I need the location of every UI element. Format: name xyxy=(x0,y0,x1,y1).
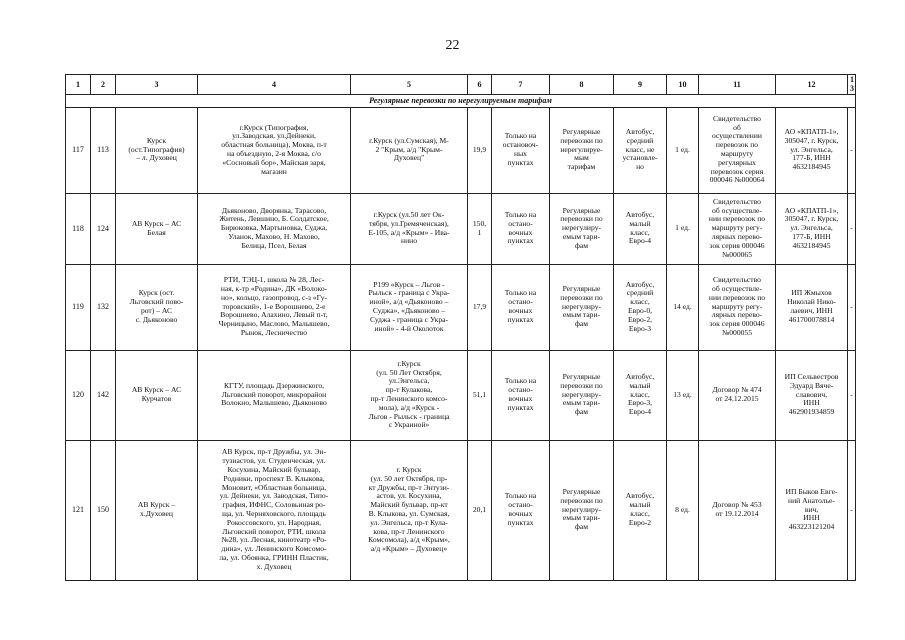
stops: РТИ, ТЭЦ-1, школа № 28, Лес- ная, к-тр «Родина», ДК «Волоко- но», кольцо, газопровод, с-з «Гу- торовский», 1-е Ворошнево, 2-е Ворошнево, Алахино, Левый п-т, Черницыно, Маслово, Малышево, Рынок, Лесничество xyxy=(198,264,351,350)
route-name: Курск (ост.Типография) – л. Духовец xyxy=(116,107,198,193)
route-number: 132 xyxy=(91,264,116,350)
length-km: 51,1 xyxy=(468,350,492,440)
length-km: 17,9 xyxy=(468,264,492,350)
length-km: 20,1 xyxy=(468,440,492,580)
column-numbers-row xyxy=(66,75,856,95)
streets-roads: г.Курск (ул. 50 Лет Октября, ул.Энгельса, пр-т Кулакова, пр-т Ленинского комсо- мола), а/д «Курск - Льгов - Рыльск - граница с Украиной» xyxy=(351,350,468,440)
transport-type: Регулярные перевозки по нерегулиру- емым тари- фам xyxy=(550,440,614,580)
carrier: АО «КПАТП-1», 305047, г. Курск, ул. Энгельса, 177-Б, ИНН 4632184945 xyxy=(776,193,848,264)
column-number: 8 xyxy=(550,75,614,95)
note: - xyxy=(848,193,856,264)
column-number: 10 xyxy=(667,75,699,95)
table-row xyxy=(66,350,856,440)
table-row xyxy=(66,264,856,350)
column-number: 11 xyxy=(699,75,776,95)
route-number: 124 xyxy=(91,193,116,264)
vehicle-class: Автобус, средний класс, Евро-0, Евро-2, Евро-3 xyxy=(614,264,667,350)
column-number: 3 xyxy=(116,75,198,95)
vehicle-class: Автобус, средний класс, не установле- но xyxy=(614,107,667,193)
transport-type: Регулярные перевозки по нерегулиру- емым тари- фам xyxy=(550,193,614,264)
row-number: 118 xyxy=(66,193,91,264)
stops: АВ Курск, пр-т Дружбы, ул. Эн- тузиастов, ул. Студенческая, ул. Косухина, Майский бульвар, Родники, проспект В. Клыкова, Моновит, «Областная больница, ул. Дейнеки, ул. Заводская, Типо- графия, ИФНС, Соловьиная ро- ща, ул. Черняховского, площадь Рокоссовского, ул. Народная, Льговский поворот, РТИ, школа №28, ул. Лесная, кинотеатр «Ро- дина», ул. Ленинского Комсомо- ла, ул. Обоянка, ГРИНН Пластик, х. Духовец xyxy=(198,440,351,580)
column-number: 12 xyxy=(776,75,848,95)
row-number: 121 xyxy=(66,440,91,580)
vehicle-count: 13 ед. xyxy=(667,350,699,440)
vehicle-class: Автобус, малый класс, Евро-3, Евро-4 xyxy=(614,350,667,440)
route-number: 142 xyxy=(91,350,116,440)
column-number: 1 xyxy=(66,75,91,95)
vehicle-class: Автобус, малый класс, Евро-2 xyxy=(614,440,667,580)
document: Договор № 453 от 19.12.2014 xyxy=(699,440,776,580)
route-number: 150 xyxy=(91,440,116,580)
row-number: 120 xyxy=(66,350,91,440)
note: - xyxy=(848,350,856,440)
route-name: АВ Курск – АС Белая xyxy=(116,193,198,264)
route-number: 113 xyxy=(91,107,116,193)
note: - xyxy=(848,440,856,580)
carrier: ИП Жмыхов Николай Нико- лаевич, ИНН 461700078814 xyxy=(776,264,848,350)
column-number: 2 xyxy=(91,75,116,95)
boarding-order: Только на остановоч- ных пунктах xyxy=(492,107,550,193)
route-name: АВ Курск – х.Духовец xyxy=(116,440,198,580)
carrier: ИП Быков Евге- ний Анатолье- вич, ИНН 463223121204 xyxy=(776,440,848,580)
transport-type: Регулярные перевозки по нерегулиру- емым тари- фам xyxy=(550,264,614,350)
section-row xyxy=(66,94,856,107)
document: Свидетельство об осуществлении перевозок по маршруту регулярных перевозок серия 000046 №000064 xyxy=(699,107,776,193)
stops: Дьяконово, Дворянка, Тарасово, Житень, Левшино, Б. Солдатское, Бирюковка, Мартыновка, Суджа, Уланок, Махово, Н. Махово, Белица, Псел, Белая xyxy=(198,193,351,264)
page-number: 22 xyxy=(445,38,460,53)
table-row xyxy=(66,107,856,193)
vehicle-class: Автобус, малый класс, Евро-4 xyxy=(614,193,667,264)
vehicle-count: 1 ед. xyxy=(667,193,699,264)
stops: г.Курск (Типография, ул.Заводская, ул.Дейнеки, областная больница), Моква, п-т на объездную, 2-я Моква, с/о «Сосновый бор», Майская заря, магазин xyxy=(198,107,351,193)
column-number: 5 xyxy=(351,75,468,95)
streets-roads: г.Курск (ул.50 лет Ок- тября, ул.Гремяченская), Е-105, а/д «Крым» - Ива- нино xyxy=(351,193,468,264)
route-name: Курск (ост. Льговский пово- рот) – АС с. Дьяконово xyxy=(116,264,198,350)
boarding-order: Только на остано- вочных пунктах xyxy=(492,440,550,580)
column-number: 9 xyxy=(614,75,667,95)
streets-roads: г.Курск (ул.Сумская), М- 2 "Крым, а/д "Крым- Духовец" xyxy=(351,107,468,193)
route-name: АВ Курск – АС Курчатов xyxy=(116,350,198,440)
note: - xyxy=(848,264,856,350)
routes-table xyxy=(65,74,856,581)
document: Свидетельство об осуществле- нии перевозок по маршруту регу- лярных перево- зок серия 000046 №000055 xyxy=(699,264,776,350)
table-row xyxy=(66,193,856,264)
column-number: 7 xyxy=(492,75,550,95)
carrier: АО «КПАТП-1», 305047, г. Курск, ул. Энгельса, 177-Б, ИНН 4632184945 xyxy=(776,107,848,193)
streets-roads: Р199 «Курск – Льгов - Рыльск - граница с Укра- иной», а/д «Дьяконово – Суджа», «Дьяконово – Суджа - граница с Укра- иной» - 4-й Околоток xyxy=(351,264,468,350)
carrier: ИП Сельвестров Эдуард Вяче- славович, ИНН 462901934859 xyxy=(776,350,848,440)
document: Свидетельство об осуществле- нии перевозок по маршруту регу- лярных перево- зок серия 000046 №000065 xyxy=(699,193,776,264)
section-title: Регулярные перевозки по нерегулируемым тарифам xyxy=(66,94,856,107)
boarding-order: Только на остано- вочных пунктах xyxy=(492,264,550,350)
column-number: 13 xyxy=(848,75,856,95)
boarding-order: Только на остано- вочных пунктах xyxy=(492,193,550,264)
vehicle-count: 8 ед. xyxy=(667,440,699,580)
stops: КГТУ, площадь Дзержинского, Льговский поворот, микрорайон Волокно, Малышево, Дьяконово xyxy=(198,350,351,440)
column-number: 6 xyxy=(468,75,492,95)
streets-roads: г. Курск (ул. 50 лет Октября, пр- кт Дружбы, пр-т Энтузи- астов, ул. Косухина, Майский бульвар, пр-кт В. Клыкова, ул. Сумская, ул. Энгельса, пр-т Кула- кова, пр-т Ленинского Комсомола), а/д «Крым», а/д «Крым» – Духовец» xyxy=(351,440,468,580)
vehicle-count: 1 ед. xyxy=(667,107,699,193)
length-km: 19,9 xyxy=(468,107,492,193)
table-row xyxy=(66,440,856,580)
transport-type: Регулярные перевозки по нерегулиру- емым тари- фам xyxy=(550,350,614,440)
transport-type: Регулярные перевозки по нерегулируе- мым тарифам xyxy=(550,107,614,193)
vehicle-count: 14 ед. xyxy=(667,264,699,350)
row-number: 117 xyxy=(66,107,91,193)
document: Договор № 474 от 24.12.2015 xyxy=(699,350,776,440)
boarding-order: Только на остано- вочных пунктах xyxy=(492,350,550,440)
note: - xyxy=(848,107,856,193)
row-number: 119 xyxy=(66,264,91,350)
length-km: 150, 1 xyxy=(468,193,492,264)
column-number: 4 xyxy=(198,75,351,95)
